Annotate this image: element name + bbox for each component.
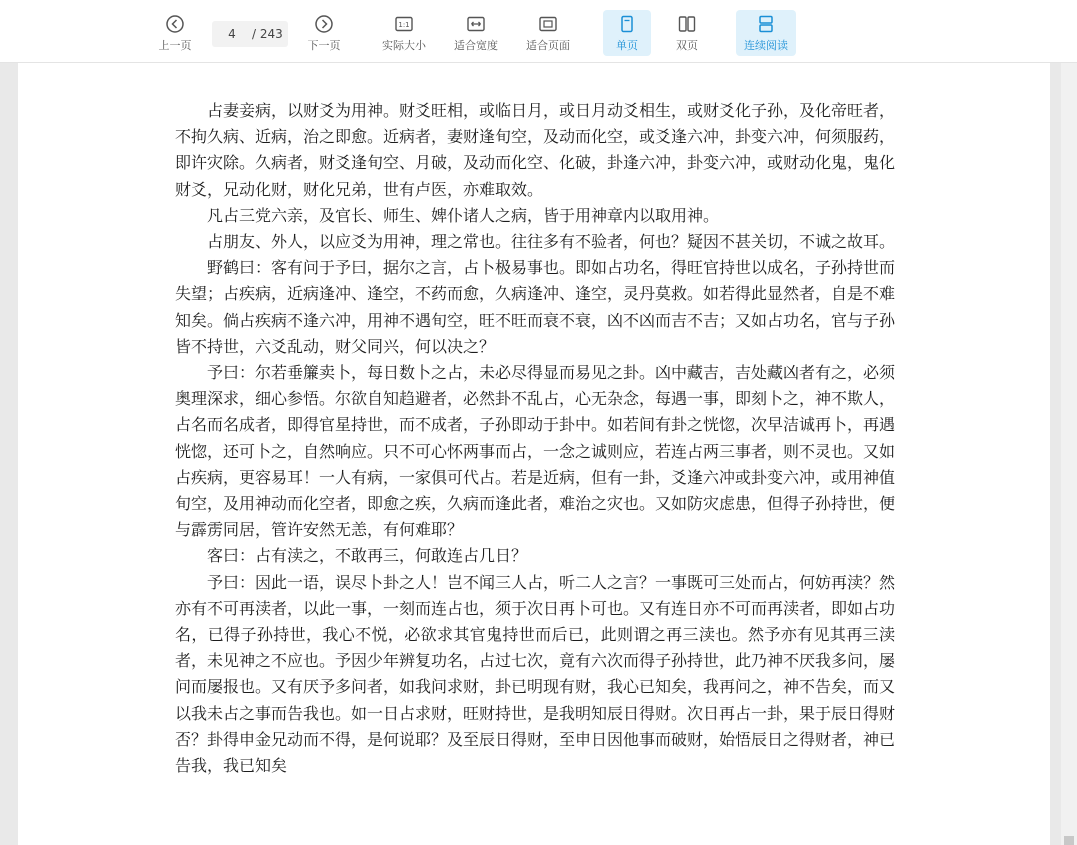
next-page-label: 下一页 [307,39,341,52]
fit-width-button[interactable] [450,10,502,56]
actual-size-button[interactable] [378,10,430,56]
reader-toolbar [0,0,1077,63]
page-indicator [212,21,288,47]
double-page-button[interactable] [668,10,706,56]
svg-text:1:1: 1:1 [398,21,410,29]
document-page [18,63,1050,845]
chevron-right-circle-icon [314,14,334,34]
actual-size-icon [394,14,414,34]
page-text [175,98,895,779]
paragraph: 占妻妾病，以财爻为用神。财爻旺相，或临日月，或日月动爻相生，或财爻化子孙，及化帝旺者，不拘久病、近病，治之即愈。近病者，妻财逢旬空，及动而化空，或爻逢六冲，卦变六冲，何须服药，即许灾除。久病者，财爻逢旬空、月破，及动而化空、化破，卦逢六冲，卦变六冲，或财动化鬼，鬼化财爻，兄动化财，财化兄弟，世有卢医，亦难取效。 [175,101,896,199]
single-page-icon [617,14,637,34]
paragraph: 予曰：因此一语，误尽卜卦之人！岂不闻三人占，听二人之言？一事既可三处而占，何妨再渎？然亦有不可再渎者，以此一事，一刻而连占也，须于次日再卜可也。又有连日亦不可而再渎者，即如占功名，已得子孙持世，我心不悦，必欲求其官鬼持世而后已，此则谓之再三渎也。然予亦有见其再三渎者，未见神之不应也。予因少年辨复功名，占过七次，竟有六次而得子孙持世，此乃神不厌我多问，屡问而屡报也。又有厌予多问者，如我问求财，卦已明现有财，我心已知矣，我再问之，神不告矣，而又以我未占之事而告我也。如一日占求财，旺财持世，是我明知辰日得财。次日再占一卦，果于辰日得财否？卦得申金兄动而不得，是何说耶？及至辰日得财，至申日因他事而破财，始悟辰日之得财者，神已告我，我已知矣 [175,572,896,776]
double-page-label: 双页 [676,39,698,52]
single-page-label: 单页 [616,39,638,52]
single-page-button[interactable] [603,10,651,56]
actual-size-label: 实际大小 [382,39,426,52]
vertical-scrollbar[interactable] [1061,63,1077,845]
prev-page-button[interactable] [156,10,194,56]
fit-page-icon [538,14,558,34]
paragraph: 客曰：占有渎之，不敢再三，何敢连占几日？ [207,546,528,566]
scrollbar-thumb[interactable] [1064,836,1074,845]
fit-width-label: 适合宽度 [454,39,498,52]
page-number-input[interactable]: 4 [228,27,236,41]
prev-page-label: 上一页 [158,39,192,52]
fit-width-icon [466,14,486,34]
paragraph: 野鹤曰：客有问于予曰，据尔之言，占卜极易事也。即如占功名，得旺官持世以成名，子孙持世而失望；占疾病，近病逢冲、逢空，不药而愈，久病逢冲、逢空，灵丹莫救。如若得此显然者，自是不难知矣。倘占疾病不逢六冲，用神不遇旬空，旺不旺而衰不衰，凶不凶而吉不吉；又如占功名，官与子孙皆不持世，六爻乱动，财父同兴，何以决之？ [175,258,896,356]
continuous-reading-label: 连续阅读 [744,39,788,52]
next-page-button[interactable] [305,10,343,56]
continuous-reading-button[interactable] [736,10,796,56]
fit-page-label: 适合页面 [526,39,570,52]
continuous-scroll-icon [756,14,776,34]
fit-page-button[interactable] [522,10,574,56]
chevron-left-circle-icon [165,14,185,34]
page-total: / 243 [252,27,283,41]
paragraph: 予曰：尔若垂簾卖卜，每日数卜之占，未必尽得显而易见之卦。凶中藏吉，吉处藏凶者有之，必须奥理深求，细心参悟。尔欲自知趋避者，必然卦不乱占，心无杂念，每遇一事，即刻卜之，神不欺人，占名而名成者，即得官星持世，而不成者，子孙即动于卦中。如若间有卦之恍惚，次早洁诚再卜，再遇恍惚，还可卜之，自然响应。只不可心怀两事而占，一念之诚则应，若连占两三事者，则不灵也。又如占疾病，更容易耳！一人有病，一家俱可代占。若是近病，但有一卦，爻逢六冲或卦变六冲，或用神值旬空，及用神动而化空者，即愈之疾，久病而逢此者，难治之灾也。又如防灾虑患，但得子孙持世，便与霹雳同居，管许安然无恙，有何难耶？ [175,363,896,540]
paragraph: 占朋友、外人，以应爻为用神，理之常也。往往多有不验者，何也？疑因不甚关切，不诚之故耳。 [207,232,896,252]
double-page-icon [677,14,697,34]
paragraph: 凡占三党六亲，及官长、师生、婢仆诸人之病，皆于用神章内以取用神。 [207,205,720,225]
